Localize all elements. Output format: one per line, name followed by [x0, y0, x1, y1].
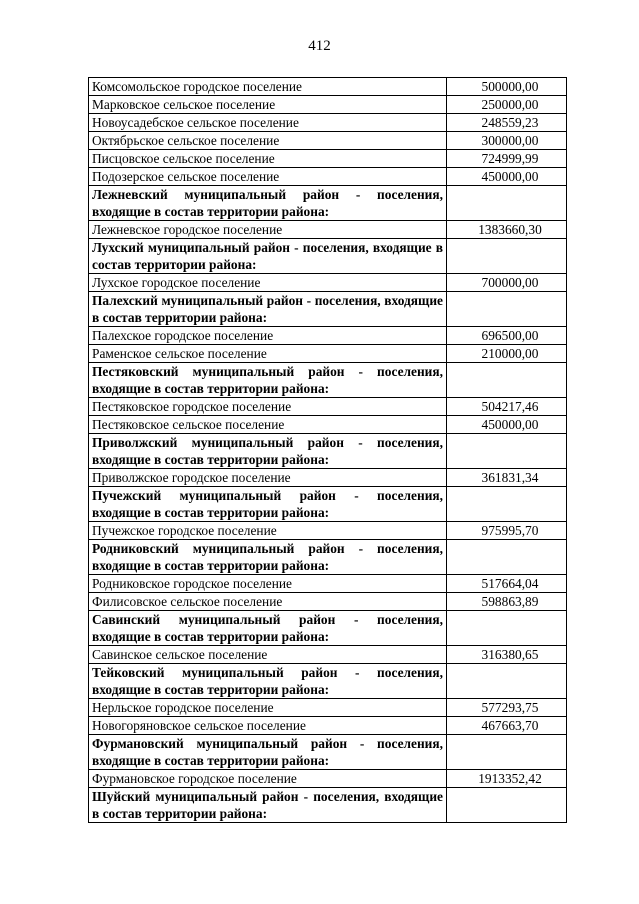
amount-cell: 724999,99	[447, 150, 567, 168]
amount-cell	[447, 540, 567, 575]
amount-cell: 577293,75	[447, 699, 567, 717]
amount-cell: 248559,23	[447, 114, 567, 132]
settlement-name-cell: Нерльское городское поселение	[89, 699, 447, 717]
settlement-name-cell: Лухское городское поселение	[89, 274, 447, 292]
settlement-row	[89, 114, 567, 132]
amount-cell	[447, 292, 567, 327]
amount-cell	[447, 664, 567, 699]
settlement-name-cell: Родниковское городское поселение	[89, 575, 447, 593]
district-name-cell: Савинский муниципальный район - поселения, входящие в состав территории района:	[89, 611, 447, 646]
settlement-row	[89, 469, 567, 487]
district-header-row	[89, 735, 567, 770]
amount-cell	[447, 363, 567, 398]
settlement-name-cell: Фурмановское городское поселение	[89, 770, 447, 788]
amount-cell: 300000,00	[447, 132, 567, 150]
amount-cell: 1913352,42	[447, 770, 567, 788]
settlement-row	[89, 416, 567, 434]
amount-cell: 975995,70	[447, 522, 567, 540]
allocation-table-body	[89, 78, 567, 823]
amount-cell	[447, 611, 567, 646]
settlement-name-cell: Комсомольское городское поселение	[89, 78, 447, 96]
settlement-row	[89, 717, 567, 735]
settlement-name-cell: Палехское городское поселение	[89, 327, 447, 345]
amount-cell: 696500,00	[447, 327, 567, 345]
settlement-row	[89, 646, 567, 664]
amount-cell: 210000,00	[447, 345, 567, 363]
settlement-row	[89, 398, 567, 416]
settlement-name-cell: Приволжское городское поселение	[89, 469, 447, 487]
district-name-cell: Пестяковский муниципальный район - поселения, входящие в состав территории района:	[89, 363, 447, 398]
district-header-row	[89, 434, 567, 469]
settlement-row	[89, 699, 567, 717]
district-header-row	[89, 611, 567, 646]
settlement-name-cell: Филисовское сельское поселение	[89, 593, 447, 611]
settlement-name-cell: Пучежское городское поселение	[89, 522, 447, 540]
settlement-row	[89, 96, 567, 114]
amount-cell	[447, 487, 567, 522]
district-name-cell: Лежневский муниципальный район - поселения, входящие в состав территории района:	[89, 186, 447, 221]
district-name-cell: Пучежский муниципальный район - поселения, входящие в состав территории района:	[89, 487, 447, 522]
settlement-row	[89, 274, 567, 292]
settlement-row	[89, 132, 567, 150]
amount-cell	[447, 186, 567, 221]
allocation-table	[88, 77, 567, 823]
district-header-row	[89, 540, 567, 575]
district-name-cell: Приволжский муниципальный район - поселения, входящие в состав территории района:	[89, 434, 447, 469]
settlement-name-cell: Савинское сельское поселение	[89, 646, 447, 664]
district-name-cell: Шуйский муниципальный район - поселения, входящие в состав территории района:	[89, 788, 447, 823]
district-header-row	[89, 788, 567, 823]
settlement-row	[89, 770, 567, 788]
settlement-row	[89, 221, 567, 239]
district-name-cell: Палехский муниципальный район - поселения, входящие в состав территории района:	[89, 292, 447, 327]
settlement-row	[89, 575, 567, 593]
settlement-name-cell: Раменское сельское поселение	[89, 345, 447, 363]
district-header-row	[89, 186, 567, 221]
settlement-name-cell: Новогоряновское сельское поселение	[89, 717, 447, 735]
district-header-row	[89, 664, 567, 699]
settlement-name-cell: Подозерское сельское поселение	[89, 168, 447, 186]
settlement-row	[89, 593, 567, 611]
district-name-cell: Тейковский муниципальный район - поселения, входящие в состав территории района:	[89, 664, 447, 699]
settlement-name-cell: Марковское сельское поселение	[89, 96, 447, 114]
settlement-row	[89, 522, 567, 540]
settlement-row	[89, 150, 567, 168]
district-header-row	[89, 487, 567, 522]
page-number: 412	[308, 38, 331, 54]
settlement-row	[89, 327, 567, 345]
amount-cell: 361831,34	[447, 469, 567, 487]
amount-cell: 517664,04	[447, 575, 567, 593]
amount-cell	[447, 788, 567, 823]
district-header-row	[89, 292, 567, 327]
settlement-name-cell: Новоусадебское сельское поселение	[89, 114, 447, 132]
district-header-row	[89, 363, 567, 398]
settlement-name-cell: Писцовское сельское поселение	[89, 150, 447, 168]
amount-cell: 504217,46	[447, 398, 567, 416]
district-name-cell: Фурмановский муниципальный район - поселения, входящие в состав территории района:	[89, 735, 447, 770]
amount-cell	[447, 239, 567, 274]
amount-cell: 598863,89	[447, 593, 567, 611]
district-header-row	[89, 239, 567, 274]
settlement-name-cell: Лежневское городское поселение	[89, 221, 447, 239]
amount-cell: 500000,00	[447, 78, 567, 96]
amount-cell: 450000,00	[447, 168, 567, 186]
amount-cell: 467663,70	[447, 717, 567, 735]
settlement-name-cell: Пестяковское городское поселение	[89, 398, 447, 416]
settlement-name-cell: Октябрьское сельское поселение	[89, 132, 447, 150]
amount-cell	[447, 735, 567, 770]
settlement-row	[89, 78, 567, 96]
settlement-row	[89, 168, 567, 186]
amount-cell: 450000,00	[447, 416, 567, 434]
settlement-row	[89, 345, 567, 363]
settlement-name-cell: Пестяковское сельское поселение	[89, 416, 447, 434]
amount-cell: 700000,00	[447, 274, 567, 292]
amount-cell: 1383660,30	[447, 221, 567, 239]
district-name-cell: Родниковский муниципальный район - поселения, входящие в состав территории района:	[89, 540, 447, 575]
amount-cell: 250000,00	[447, 96, 567, 114]
amount-cell	[447, 434, 567, 469]
amount-cell: 316380,65	[447, 646, 567, 664]
district-name-cell: Лухский муниципальный район - поселения, входящие в состав территории района:	[89, 239, 447, 274]
